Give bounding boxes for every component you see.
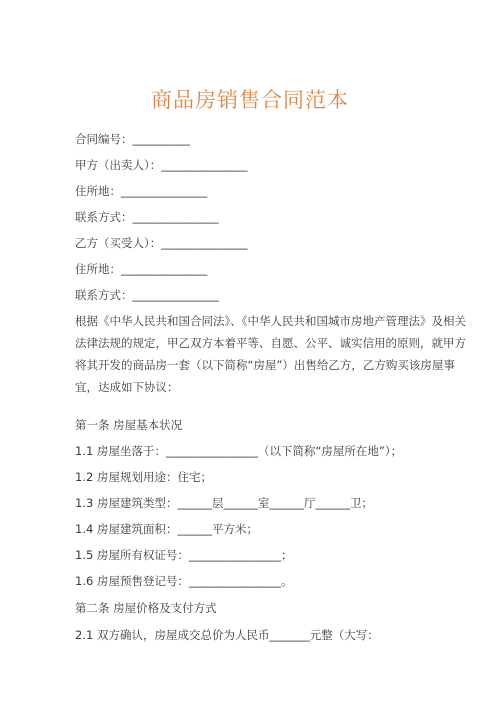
intro-line: 法律法规的规定，甲乙双方本着平等、自愿、公平、诚实信用的原则，就甲方 [75, 336, 466, 350]
clause-1-1: 1.1 房屋坐落于：________________（以下简称“房屋所在地”）； [75, 444, 403, 458]
clause-1-4: 1.4 房屋建筑面积：______平方米； [75, 522, 258, 536]
article-1-heading: 第一条 房屋基本状况 [75, 418, 183, 432]
clause-1-6: 1.6 房屋预售登记号：________________。 [75, 574, 293, 588]
intro-paragraph [75, 310, 466, 398]
article-2-heading: 第二条 房屋价格及支付方式 [75, 601, 217, 615]
party-b-contact-line: 联系方式：_______________ [75, 288, 219, 302]
clause-2-1: 2.1 双方确认，房屋成交总价为人民币_______元整（大写： [75, 628, 379, 642]
clause-1-3: 1.3 房屋建筑类型：______层______室______厅______卫； [75, 496, 373, 510]
contract-number-line: 合同编号：__________ [75, 132, 190, 146]
clause-1-2: 1.2 房屋规划用途：住宅； [75, 470, 212, 484]
document-title: 商品房销售合同范本 [151, 88, 349, 112]
clause-1-5: 1.5 房屋所有权证号：________________； [75, 548, 293, 562]
party-a-address-line: 住所地：_______________ [75, 184, 208, 198]
party-a-line: 甲方（出卖人）：_______________ [75, 158, 248, 172]
party-b-line: 乙方（买受人）：_______________ [75, 236, 248, 250]
party-a-contact-line: 联系方式：_______________ [75, 210, 219, 224]
party-b-address-line: 住所地：_______________ [75, 262, 208, 276]
intro-line: 宜，达成如下协议： [75, 380, 179, 394]
intro-line: 将其开发的商品房一套（以下简称“房屋”）出售给乙方，乙方购买该房屋事 [75, 358, 455, 372]
intro-line: 根据《中华人民共和国合同法》、《中华人民共和国城市房地产管理法》及相关 [75, 314, 466, 328]
